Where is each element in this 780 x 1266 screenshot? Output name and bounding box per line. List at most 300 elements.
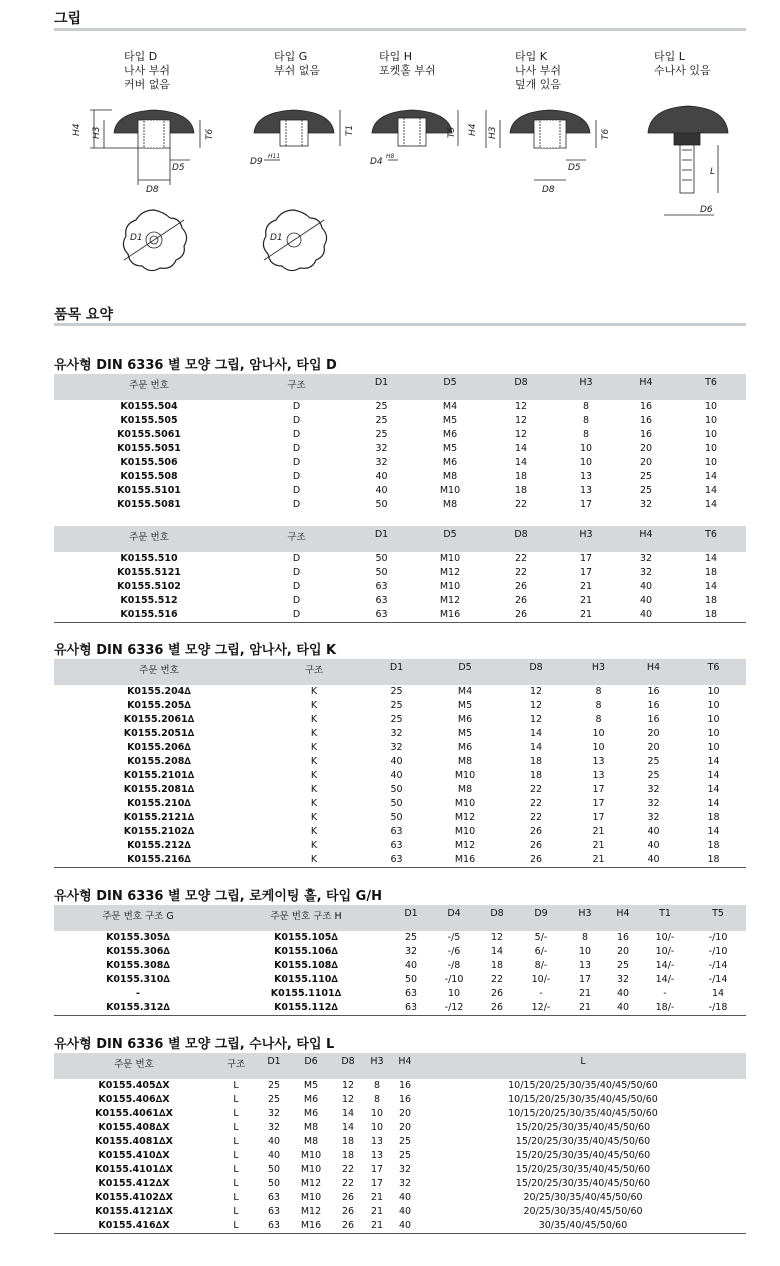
table-cell: 17 <box>579 553 593 564</box>
type-d-label: 타입 D 나사 부쉬 커버 없음 <box>124 50 171 91</box>
table-cell: M8 <box>303 1122 319 1133</box>
table-cell: 14 <box>704 553 718 564</box>
table-cell: 6/- <box>534 946 548 957</box>
table-cell: K <box>310 714 318 725</box>
order-number-cell: K0155.410∆X <box>98 1150 170 1161</box>
table-cell: 21 <box>579 595 593 606</box>
table-row <box>54 839 746 853</box>
table-cell: 8 <box>595 714 602 725</box>
dim-d1-g: D1 <box>270 233 283 243</box>
table-cell: 20 <box>647 728 660 739</box>
header-h3: H3 <box>591 662 606 673</box>
type-g-label: 타입 G 부쉬 없음 <box>274 50 321 77</box>
header-h3: H3 <box>579 377 593 388</box>
table-row <box>54 783 746 797</box>
table-cell: 50 <box>404 974 418 985</box>
table-cell: D <box>292 457 301 468</box>
table-cell: 32 <box>390 728 403 739</box>
table-cell: 10 <box>707 728 720 739</box>
table-cell: M10 <box>454 770 476 781</box>
table-cell: 40 <box>404 960 418 971</box>
table-cell: 26 <box>341 1206 355 1217</box>
table-cell: 8 <box>373 1094 381 1105</box>
table-cell: 32 <box>647 812 660 823</box>
table-cell: 26 <box>514 595 528 606</box>
order-number-cell: K0155.105∆ <box>274 932 338 943</box>
header-order-no-g: 주문 번호 구조 G <box>102 911 174 922</box>
header-h3: H3 <box>578 908 592 919</box>
header-structure: 구조 <box>226 1059 246 1070</box>
table-cell: 32 <box>267 1122 281 1133</box>
table-cell: D <box>292 609 301 620</box>
table-cell: 10 <box>704 401 718 412</box>
dim-d8-k: D8 <box>542 185 555 195</box>
table-cell: 32 <box>390 742 403 753</box>
table-cell: 20 <box>639 457 653 468</box>
table-row <box>54 594 746 608</box>
table-cell: 17 <box>579 567 593 578</box>
table-cell: K <box>310 756 318 767</box>
table-cell: 40 <box>267 1136 281 1147</box>
header-d6: D6 <box>304 1056 318 1067</box>
table-cell: 14 <box>707 798 720 809</box>
order-number-cell: K0155.210∆ <box>127 798 191 809</box>
table-row <box>54 1205 746 1219</box>
table-row <box>54 470 746 484</box>
table-cell: 32 <box>647 798 660 809</box>
table-cell: 13 <box>592 770 605 781</box>
table-cell: 14 <box>707 784 720 795</box>
table-cell: 40 <box>639 595 653 606</box>
order-number-cell: K0155.5102 <box>117 581 181 592</box>
table-cell: M12 <box>439 567 461 578</box>
table-cell: 21 <box>370 1220 384 1231</box>
table-cell: M8 <box>442 471 458 482</box>
table-cell: 26 <box>514 581 528 592</box>
table-cell: 20 <box>398 1122 412 1133</box>
table-cell: 14 <box>704 485 718 496</box>
order-number-cell: K0155.212∆ <box>127 840 191 851</box>
table-cell: 26 <box>490 1002 504 1013</box>
type-h-label: 타입 H 포켓홀 부쉬 <box>379 50 436 77</box>
table-cell: M10 <box>439 553 461 564</box>
table-cell: 18 <box>514 471 528 482</box>
table-cell: D <box>292 581 301 592</box>
table-cell: M8 <box>442 499 458 510</box>
table-cell: 25 <box>398 1150 412 1161</box>
table-cell: 16 <box>639 401 653 412</box>
summary-section-title: 품목 요약 <box>54 307 113 323</box>
dim-h3-d: H3 <box>92 126 102 139</box>
header-structure: 구조 <box>287 532 306 543</box>
table-cell: 25 <box>647 770 660 781</box>
order-number-cell: K0155.4081∆X <box>95 1136 173 1147</box>
table-cell: D <box>292 443 301 454</box>
table-cell: 32 <box>639 553 653 564</box>
table-cell: 21 <box>579 581 593 592</box>
table-cell: 21 <box>592 826 605 837</box>
header-d1: D1 <box>374 529 389 540</box>
table-d-continued <box>54 526 746 623</box>
order-number-cell: K0155.4061∆X <box>95 1108 173 1119</box>
table-cell: 26 <box>529 826 543 837</box>
table-cell: 12/- <box>531 1002 551 1013</box>
table-cell: 8 <box>373 1080 381 1091</box>
table-cell: 26 <box>529 854 543 865</box>
table-row <box>54 811 746 825</box>
table-cell: L <box>233 1206 239 1217</box>
table-cell: 32 <box>404 946 418 957</box>
table-cell: 16 <box>639 415 653 426</box>
table-cell: 10 <box>592 728 605 739</box>
table-cell: 10/- <box>655 932 675 943</box>
table-cell: - <box>663 988 667 999</box>
table-cell: 12 <box>529 686 543 697</box>
table-cell: 16 <box>639 429 653 440</box>
table-cell: D <box>292 415 301 426</box>
header-order-no: 주문 번호 <box>114 1059 154 1070</box>
table-row <box>54 428 746 442</box>
table-d2-header-row <box>54 526 746 552</box>
table-cell: M8 <box>303 1136 319 1147</box>
table-cell: 13 <box>579 485 593 496</box>
table-cell: 22 <box>514 567 528 578</box>
table-cell: 32 <box>398 1178 412 1189</box>
table-cell: 10/15/20/25/30/35/40/45/50/60 <box>508 1080 658 1091</box>
header-t5: T5 <box>712 908 724 919</box>
table-d <box>54 374 746 512</box>
order-number-cell: K0155.312∆ <box>106 1002 170 1013</box>
header-h4: H4 <box>639 377 653 388</box>
table-cell: 26 <box>514 609 528 620</box>
table-cell: 8 <box>581 932 589 943</box>
table-cell: 25 <box>404 932 418 943</box>
order-number-cell: K0155.516 <box>120 609 178 620</box>
table-cell: 20 <box>398 1108 412 1119</box>
header-d8: D8 <box>341 1056 355 1067</box>
table-cell: K <box>310 840 318 851</box>
dim-t6-k: T6 <box>601 128 611 140</box>
table-cell: 10/- <box>655 946 675 957</box>
type-k-side-view <box>468 110 611 195</box>
table-cell: 50 <box>390 798 403 809</box>
table-cell: 50 <box>390 784 403 795</box>
table-cell: 25 <box>639 471 653 482</box>
table-cell: 18 <box>529 770 543 781</box>
table-k <box>54 659 746 868</box>
table-cell: 14 <box>514 457 528 468</box>
table-cell: 13 <box>592 756 605 767</box>
table-cell: 17 <box>579 499 593 510</box>
table-cell: 40 <box>398 1206 412 1217</box>
table-row <box>54 931 746 945</box>
table-cell: 40 <box>267 1150 281 1161</box>
header-d5: D5 <box>458 662 472 673</box>
table-cell: -/6 <box>447 946 461 957</box>
header-structure: 구조 <box>304 665 324 676</box>
table-cell: K <box>310 854 318 865</box>
table-cell: 25 <box>375 415 388 426</box>
type-d-top-view <box>123 210 186 271</box>
table-cell: 15/20/25/30/35/40/45/50/60 <box>515 1122 651 1133</box>
table-cell: 40 <box>647 840 660 851</box>
order-number-cell: K0155.206∆ <box>127 742 191 753</box>
header-d5: D5 <box>443 377 457 388</box>
order-number-cell: K0155.110∆ <box>274 974 338 985</box>
table-cell: 18 <box>704 595 718 606</box>
table-cell: L <box>233 1122 239 1133</box>
table-cell: 8 <box>595 686 602 697</box>
header-t6: T6 <box>705 529 717 540</box>
table-cell: 12 <box>341 1094 355 1105</box>
table-cell: 25 <box>267 1080 281 1091</box>
table-cell: 10 <box>579 443 593 454</box>
header-d9: D9 <box>534 908 548 919</box>
table-cell: 10 <box>579 457 593 468</box>
table-cell: 63 <box>404 988 418 999</box>
table-row <box>54 685 746 699</box>
table-cell: 15/20/25/30/35/40/45/50/60 <box>515 1164 651 1175</box>
type-l-label: 타입 L 수나사 있음 <box>654 50 711 77</box>
header-h3: H3 <box>370 1056 384 1067</box>
order-number-cell: K0155.506 <box>120 457 178 468</box>
order-number-cell: K0155.405∆X <box>98 1080 170 1091</box>
table-cell: 14 <box>514 443 528 454</box>
dim-h3-k: H3 <box>488 126 498 139</box>
table-cell: M10 <box>439 581 461 592</box>
table-cell: 18 <box>529 756 543 767</box>
table-row <box>54 1149 746 1163</box>
table-cell: 21 <box>592 840 605 851</box>
table-cell: L <box>233 1094 239 1105</box>
table-cell: 32 <box>375 457 388 468</box>
table-row <box>54 456 746 470</box>
table-cell: M5 <box>457 700 473 711</box>
table-cell: 20 <box>647 742 660 753</box>
dim-d5-k: D5 <box>568 163 581 173</box>
table-row <box>54 1191 746 1205</box>
table-cell: 14 <box>490 946 504 957</box>
table-cell: 21 <box>579 609 593 620</box>
header-d8: D8 <box>514 377 528 388</box>
header-structure: 구조 <box>287 380 306 391</box>
order-number-cell: K0155.305∆ <box>106 932 170 943</box>
table-row <box>54 755 746 769</box>
header-d5: D5 <box>443 529 457 540</box>
header-t6: T6 <box>707 662 720 673</box>
order-number-cell: K0155.412∆X <box>98 1178 170 1189</box>
table-cell: M5 <box>442 415 458 426</box>
table-cell: 12 <box>514 415 528 426</box>
table-row <box>54 1121 746 1135</box>
order-number-cell: K0155.2061∆ <box>123 714 195 725</box>
table-cell: 10 <box>370 1122 384 1133</box>
table-cell: 63 <box>267 1192 281 1203</box>
dim-l-l: L <box>710 167 716 177</box>
table-cell: 10 <box>707 686 720 697</box>
type-g-side-view <box>250 110 355 167</box>
table-cell: 14 <box>707 756 720 767</box>
table-cell: 16 <box>398 1080 412 1091</box>
table-cell: M10 <box>439 485 461 496</box>
table-cell: 17 <box>592 784 605 795</box>
table-row <box>54 580 746 594</box>
table-cell: 25 <box>390 700 403 711</box>
order-number-cell: K0155.5101 <box>117 485 181 496</box>
table-cell: -/10 <box>708 946 728 957</box>
table-cell: M12 <box>454 812 476 823</box>
table-cell: 8 <box>582 429 590 440</box>
order-number-cell: K0155.108∆ <box>274 960 338 971</box>
table-cell: 18 <box>707 854 720 865</box>
table-cell: 8/- <box>534 960 548 971</box>
table-cell: 63 <box>267 1206 281 1217</box>
table-cell: 22 <box>529 812 543 823</box>
table-cell: L <box>233 1080 239 1091</box>
dim-d4-h: D4 <box>370 157 383 167</box>
table-cell: 15/20/25/30/35/40/45/50/60 <box>515 1136 651 1147</box>
table-cell: 63 <box>267 1220 281 1231</box>
table-cell: 17 <box>578 974 592 985</box>
table-cell: M10 <box>300 1192 322 1203</box>
table-cell: D <box>292 401 301 412</box>
table-cell: -/10 <box>444 974 464 985</box>
header-d4: D4 <box>447 908 461 919</box>
header-d1: D1 <box>389 662 404 673</box>
table-cell: 18 <box>514 485 528 496</box>
table-cell: 10/- <box>531 974 551 985</box>
table-row <box>54 945 746 959</box>
header-t1: T1 <box>659 908 671 919</box>
table-d-title: 유사형 DIN 6336 별 모양 그립, 암나사, 타입 D <box>54 358 337 373</box>
dim-h4-k: H4 <box>468 123 478 136</box>
table-row <box>54 498 746 512</box>
table-row <box>54 400 746 414</box>
table-cell: 22 <box>529 798 543 809</box>
table-cell: 18 <box>704 567 718 578</box>
table-cell: 63 <box>390 826 403 837</box>
table-cell: L <box>233 1220 239 1231</box>
table-cell: M4 <box>457 686 473 697</box>
table-row <box>54 699 746 713</box>
table-cell: 13 <box>578 960 592 971</box>
table-cell: 21 <box>592 854 605 865</box>
table-cell: D <box>292 595 301 606</box>
table-row <box>54 973 746 987</box>
table-row <box>54 1107 746 1121</box>
type-g-top-view <box>263 210 326 271</box>
table-cell: 14 <box>704 581 718 592</box>
table-cell: M12 <box>454 840 476 851</box>
table-cell: 32 <box>267 1108 281 1119</box>
table-cell: 12 <box>529 714 543 725</box>
table-cell: 26 <box>490 988 504 999</box>
table-cell: 40 <box>398 1220 412 1231</box>
order-number-cell: K0155.2101∆ <box>123 770 195 781</box>
table-cell: 40 <box>647 854 660 865</box>
table-cell: 32 <box>639 567 653 578</box>
table-row <box>54 484 746 498</box>
table-cell: 22 <box>341 1164 355 1175</box>
table-cell: 10 <box>578 946 592 957</box>
table-cell: K <box>310 742 318 753</box>
table-cell: -/18 <box>708 1002 728 1013</box>
table-cell: 22 <box>341 1178 355 1189</box>
order-number-cell: K0155.216∆ <box>127 854 191 865</box>
table-cell: 18/- <box>655 1002 675 1013</box>
table-cell: 32 <box>398 1164 412 1175</box>
order-number-cell: K0155.106∆ <box>274 946 338 957</box>
table-cell: 15/20/25/30/35/40/45/50/60 <box>515 1150 651 1161</box>
table-cell: 16 <box>616 932 630 943</box>
table-cell: 32 <box>375 443 388 454</box>
header-h4: H4 <box>616 908 630 919</box>
table-cell: 10 <box>707 742 720 753</box>
table-cell: 21 <box>578 1002 592 1013</box>
table-cell: 17 <box>592 812 605 823</box>
table-cell: M5 <box>303 1080 319 1091</box>
table-cell: -/10 <box>708 932 728 943</box>
table-cell: M10 <box>300 1164 322 1175</box>
table-cell: L <box>233 1108 239 1119</box>
table-cell: 26 <box>341 1220 355 1231</box>
table-cell: -/14 <box>708 974 728 985</box>
table-cell: M16 <box>454 854 476 865</box>
table-cell: D <box>292 471 301 482</box>
table-cell: 20/25/30/35/40/45/50/60 <box>523 1206 643 1217</box>
table-cell: 25 <box>390 714 403 725</box>
table-cell: 40 <box>375 471 388 482</box>
table-row <box>54 608 746 623</box>
order-number-cell: K0155.4102∆X <box>95 1192 173 1203</box>
order-number-cell: - <box>136 988 140 999</box>
table-cell: M10 <box>454 826 476 837</box>
table-cell: 12 <box>341 1080 355 1091</box>
table-cell: 63 <box>404 1002 418 1013</box>
table-cell: -/8 <box>447 960 461 971</box>
table-cell: 40 <box>390 770 403 781</box>
table-gh-title: 유사형 DIN 6336 별 모양 그립, 로케이팅 홀, 타입 G/H <box>54 889 382 904</box>
drawings-svg <box>54 40 746 290</box>
table-cell: K <box>310 770 318 781</box>
table-gh-header-row <box>54 905 746 931</box>
table-d-header-row <box>54 374 746 400</box>
type-h-side-view <box>370 110 458 167</box>
table-cell: 20 <box>639 443 653 454</box>
table-row <box>54 442 746 456</box>
dim-t6-d: T6 <box>205 128 215 140</box>
table-row <box>54 414 746 428</box>
table-cell: 20/25/30/35/40/45/50/60 <box>523 1192 643 1203</box>
dim-d8-d: D8 <box>146 185 159 195</box>
table-cell: 10/15/20/25/30/35/40/45/50/60 <box>508 1094 658 1105</box>
type-d-side-view <box>72 110 215 195</box>
table-k-title: 유사형 DIN 6336 별 모양 그립, 암나사, 타입 K <box>54 643 337 658</box>
technical-drawings <box>54 40 746 290</box>
table-cell: 10 <box>370 1108 384 1119</box>
table-cell: 8 <box>582 401 590 412</box>
dim-d1-d: D1 <box>130 233 143 243</box>
table-cell: 25 <box>398 1136 412 1147</box>
order-number-cell: K0155.2102∆ <box>123 826 195 837</box>
table-cell: K <box>310 686 318 697</box>
order-number-cell: K0155.505 <box>120 415 178 426</box>
table-cell: K <box>310 784 318 795</box>
table-cell: L <box>233 1164 239 1175</box>
table-cell: 63 <box>390 840 403 851</box>
table-cell: 14 <box>704 499 718 510</box>
table-cell: 40 <box>639 581 653 592</box>
